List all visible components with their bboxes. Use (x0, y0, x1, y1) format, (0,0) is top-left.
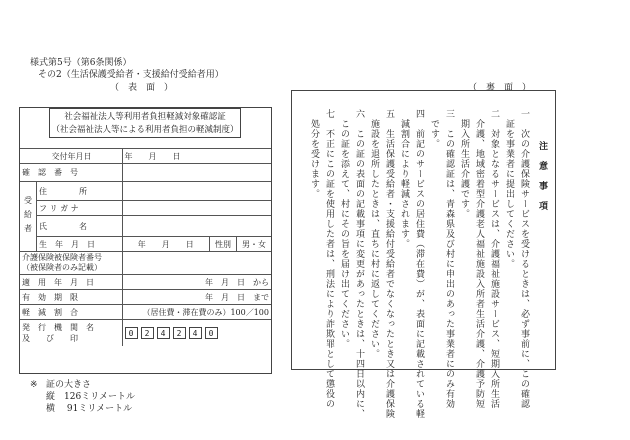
size-note-mark: ※ (30, 380, 38, 390)
insured-number-label-line1: 介護保険被保険者番号 (22, 253, 102, 262)
gender-value: 男・女 (237, 237, 272, 252)
card-title-line1: 社会福祉法人等利用者負担軽減対象確認証 (64, 112, 226, 122)
front-side-label: （ 表 面 ） (110, 83, 174, 93)
size-note-label: 証の大きさ (46, 380, 92, 390)
birth-date-label: 生 年 月 日 (37, 237, 123, 252)
expiry-value: 年 月 日 まで (122, 290, 271, 305)
form-number: 様式第5号（第6条関係） (30, 58, 132, 68)
notice-line: 五 生活保護受給者・支援給付受給者でなくなったとき又は介護保険 (384, 109, 394, 419)
notice-line: 四 前記のサービスの居住費（滞在費）が、表面に記載されている軽 (414, 109, 424, 419)
notice-line: 施設を退所したときは、直ちに村に返してください。 (369, 109, 379, 359)
issuer-code-boxes (122, 320, 271, 347)
recipient-label: 受給者 (20, 182, 37, 252)
issuer-digit: 4 (189, 327, 202, 339)
address-label: 住 所 (37, 182, 123, 201)
issuer-label (20, 320, 122, 347)
notice-line: 三 この確認証は、青森県及び村に申出のあった事業者にのみ有効 (444, 109, 454, 409)
issuer-digit: 0 (125, 327, 138, 339)
issuer-digit: 4 (157, 327, 170, 339)
notice-line: 七 不正にこの証を使用した者は、刑法により詐欺罪として懲役の (324, 109, 334, 409)
size-note-width: 横 91ミリメートル (46, 404, 133, 414)
notice-line: 証を事業者に提出してください。 (504, 109, 514, 269)
notice-line: 六 この証の表面の記載事項に変更があったときは、十四日以内に、 (354, 109, 364, 419)
reduction-ratio-label: 軽 減 割 合 (20, 305, 122, 320)
notice-line: 期入所生活介護です。 (459, 109, 469, 219)
notice-line: 処分を受けます。 (309, 109, 319, 199)
certificate-table (20, 148, 271, 346)
issue-date-value: 年 月 日 (122, 149, 271, 164)
issuer-digit: 2 (141, 327, 154, 339)
address-value (122, 182, 271, 201)
notice-line: です。 (429, 109, 439, 149)
furigana-value (122, 201, 271, 216)
size-note-height: 縦 126ミリメートル (46, 392, 135, 402)
issuer-digit: 0 (205, 327, 218, 339)
issuer-label-line1: 発 行 機 関 名 (22, 323, 94, 332)
notice-line: 二 対象となるサービスは、介護福祉施設サービス、短期入所生活 (489, 109, 499, 409)
name-value (122, 216, 271, 237)
notice-heading: 注 意 事 項 (537, 141, 547, 211)
cert-number-value (122, 164, 271, 182)
card-title (49, 108, 241, 138)
back-side-label: （ 裏 面 ） (468, 83, 532, 93)
issuer-label-line2: 及 び 印 (22, 334, 78, 343)
start-date-label: 適 用 年 月 日 (20, 275, 122, 290)
notice-line: 介護、地域密着型介護老人福祉施設入所者生活介護、介護予防短 (474, 109, 484, 409)
reduction-ratio-value: （居住費・滞在費のみ）100／100 (122, 305, 271, 320)
name-label: 氏 名 (37, 216, 123, 237)
birth-date-value: 年 月 日 (122, 237, 209, 252)
furigana-label: フ リ ガ ナ (37, 201, 123, 216)
insured-number-label-line2: （被保険者のみ記載） (22, 263, 102, 272)
certificate-card-front (19, 107, 272, 374)
expiry-label: 有 効 期 限 (20, 290, 122, 305)
form-subtitle: その2（生活保護受給者・支援給付受給者用） (38, 70, 224, 80)
notice-panel-back (291, 90, 556, 419)
insured-number-label (20, 252, 122, 275)
notice-line: 一 次の介護保険サービスを受けるときは、必ず事前に、この確認 (519, 109, 529, 409)
issue-date-label: 交付年月日 (20, 149, 122, 164)
notice-line: 減割合により軽減されます。 (399, 109, 409, 249)
card-title-line2: （社会福祉法人等による利用者負担の軽減制度） (51, 125, 239, 135)
start-date-value: 年 月 日 から (122, 275, 271, 290)
insured-number-value (122, 252, 271, 275)
issuer-digit: 2 (173, 327, 186, 339)
gender-label: 性別 (210, 237, 237, 252)
cert-number-label: 確 認 番 号 (20, 164, 122, 182)
notice-line: この証を添えて、村にその旨を届け出てください。 (339, 109, 349, 349)
